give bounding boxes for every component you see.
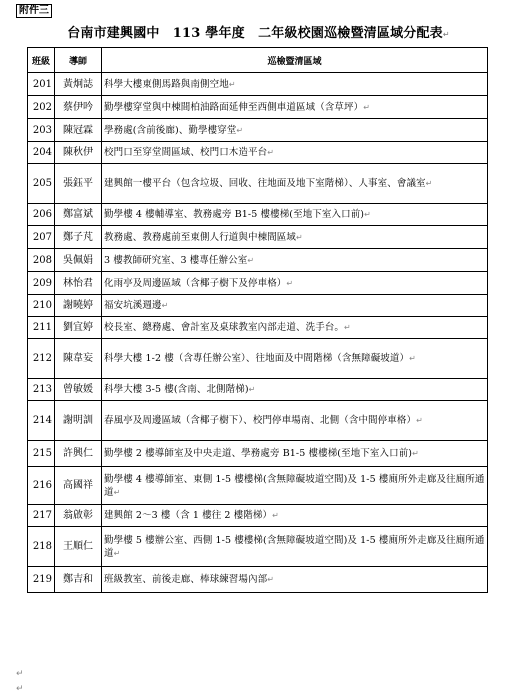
teacher-cell xyxy=(55,272,102,295)
teacher-cell-text: 林怡君 xyxy=(63,277,93,289)
class-cell xyxy=(28,249,55,272)
paragraph-mark-icon: ↵ xyxy=(272,511,279,520)
teacher-cell xyxy=(55,317,102,339)
teacher-cell-text: 許興仁 xyxy=(63,448,93,459)
class-cell-text: 202 xyxy=(32,101,52,113)
area-cell-text: 建興館一樓平台（包含垃圾、回收、往地面及地下室階梯）、人事室、會議室 xyxy=(104,178,426,189)
area-cell xyxy=(102,317,488,339)
class-cell-text: 210 xyxy=(32,300,52,311)
teacher-cell xyxy=(55,164,102,204)
teacher-cell-text: 鄭吉和 xyxy=(63,574,93,585)
table-row xyxy=(28,119,488,142)
area-cell xyxy=(102,73,488,96)
teacher-cell xyxy=(55,119,102,142)
area-cell xyxy=(102,527,488,567)
paragraph-mark-icon: ↵ xyxy=(416,416,423,425)
paragraph-mark-icon: ↵ xyxy=(286,278,294,288)
area-cell xyxy=(102,226,488,249)
class-cell xyxy=(28,226,55,249)
teacher-cell xyxy=(55,226,102,249)
teacher-cell-text: 吳佩娟 xyxy=(63,254,93,266)
teacher-cell xyxy=(55,339,102,379)
area-cell xyxy=(102,142,488,164)
teacher-cell-text: 蔡伊吟 xyxy=(63,101,93,113)
class-cell xyxy=(28,505,55,527)
header-class: 班級 xyxy=(28,48,55,73)
paragraph-mark-icon: ↵ xyxy=(364,210,371,219)
table-row xyxy=(28,96,488,119)
class-cell-text: 211 xyxy=(32,322,52,333)
teacher-cell-text: 陳冠霖 xyxy=(63,124,93,136)
class-cell xyxy=(28,401,55,441)
class-cell xyxy=(28,73,55,96)
area-cell xyxy=(102,339,488,379)
teacher-cell-text: 謝曉婷 xyxy=(63,300,93,311)
teacher-cell xyxy=(55,73,102,96)
class-cell-text: 206 xyxy=(32,209,52,220)
paragraph-mark-icon: ↵ xyxy=(363,102,371,112)
class-cell xyxy=(28,119,55,142)
area-cell-text: 勤學樓 4 樓輔導室、教務處旁 B1-5 樓樓梯(至地下室入口前) xyxy=(104,209,365,220)
table-row xyxy=(28,567,488,593)
area-cell-text: 3 樓教師研究室、3 樓專任辦公室 xyxy=(104,254,248,266)
table-row xyxy=(28,379,488,401)
class-cell xyxy=(28,295,55,317)
teacher-cell xyxy=(55,441,102,467)
class-cell-text: 217 xyxy=(32,510,52,521)
teacher-cell xyxy=(55,204,102,226)
page-title xyxy=(0,22,517,41)
area-cell xyxy=(102,401,488,441)
paragraph-mark-icon: ↵ xyxy=(248,385,256,394)
area-cell-text: 勤學樓 4 樓導師室、東側 1-5 樓樓梯(含無障礙坡道空間)及 1-5 樓廁所外走廊及往廁所通道 xyxy=(104,473,485,498)
class-cell xyxy=(28,164,55,204)
area-cell xyxy=(102,272,488,295)
teacher-cell-text: 曾敏媛 xyxy=(63,384,93,395)
attachment-tag: 附件三 xyxy=(16,4,52,18)
teacher-cell-text: 劉宜婷 xyxy=(63,322,93,333)
class-cell-text: 216 xyxy=(32,480,52,491)
assignment-table xyxy=(27,47,488,593)
table-row xyxy=(28,295,488,317)
class-cell xyxy=(28,379,55,401)
paragraph-mark-icon: ↵ xyxy=(228,79,236,89)
area-cell-text: 科學大樓東側馬路與南側空地 xyxy=(104,78,229,90)
class-cell xyxy=(28,204,55,226)
teacher-cell-text: 謝明訓 xyxy=(63,415,93,426)
teacher-cell xyxy=(55,96,102,119)
teacher-cell-text: 翁啟彰 xyxy=(63,510,93,521)
table-header-row xyxy=(28,48,488,73)
table-row xyxy=(28,527,488,567)
table-row xyxy=(28,249,488,272)
area-cell xyxy=(102,467,488,505)
area-cell-text: 建興館 2～3 樓（含 1 樓往 2 樓階梯） xyxy=(104,510,273,521)
teacher-cell xyxy=(55,527,102,567)
table-row xyxy=(28,339,488,379)
class-cell xyxy=(28,339,55,379)
class-cell-text: 219 xyxy=(32,574,52,585)
header-area: 巡檢暨清區域 xyxy=(102,48,488,73)
paragraph-mark-icon: ↵ xyxy=(296,232,303,242)
area-cell-text: 教務處、教務處前至東側人行道與中棟間區域 xyxy=(104,231,297,243)
table-row xyxy=(28,467,488,505)
area-cell-text: 校門口至穿堂間區域、校門口木造平台 xyxy=(104,147,268,158)
paragraph-mark-icon: ↵ xyxy=(236,125,244,135)
table-row xyxy=(28,272,488,295)
class-cell xyxy=(28,272,55,295)
class-cell-text: 218 xyxy=(32,541,52,552)
teacher-cell xyxy=(55,142,102,164)
paragraph-mark-icon: ↵ xyxy=(267,575,275,584)
paragraph-mark-icon: ↵ xyxy=(412,449,419,458)
paragraph-mark-icon: ↵ xyxy=(247,255,255,265)
class-cell-text: 215 xyxy=(32,448,52,459)
class-cell xyxy=(28,441,55,467)
table-row xyxy=(28,441,488,467)
area-cell xyxy=(102,441,488,467)
class-cell-text: 208 xyxy=(32,254,52,266)
class-cell xyxy=(28,567,55,593)
table-row xyxy=(28,164,488,204)
paragraph-mark-icon: ↵ xyxy=(16,684,24,694)
paragraph-mark-icon: ↵ xyxy=(267,148,275,157)
teacher-cell xyxy=(55,295,102,317)
teacher-cell-text: 王順仁 xyxy=(63,541,93,552)
class-cell-text: 212 xyxy=(32,353,52,364)
class-cell-text: 209 xyxy=(32,277,52,289)
class-cell xyxy=(28,96,55,119)
area-cell xyxy=(102,249,488,272)
area-cell xyxy=(102,119,488,142)
teacher-cell-text: 張鈺平 xyxy=(63,178,93,189)
area-cell xyxy=(102,96,488,119)
area-cell-text: 班級教室、前後走廊、棒球練習場內部 xyxy=(104,574,268,585)
table-row xyxy=(28,204,488,226)
class-cell-text: 201 xyxy=(32,78,52,90)
paragraph-mark-icon: ↵ xyxy=(409,354,416,363)
class-cell-text: 203 xyxy=(32,124,52,136)
area-cell-text: 勤學樓 2 樓導師室及中央走道、學務處旁 B1-5 樓樓梯(至地下室入口前) xyxy=(104,448,413,459)
teacher-cell-text: 鄭富斌 xyxy=(63,209,93,220)
class-cell xyxy=(28,527,55,567)
paragraph-mark-icon: ↵ xyxy=(442,30,450,39)
paragraph-mark-icon: ↵ xyxy=(161,301,169,310)
teacher-cell-text: 高國祥 xyxy=(63,480,93,491)
teacher-cell xyxy=(55,249,102,272)
paragraph-mark-icon: ↵ xyxy=(344,323,351,332)
header-teacher: 導師 xyxy=(55,48,102,73)
area-cell xyxy=(102,295,488,317)
area-cell-text: 春風亭及周邊區域（含椰子樹下）、校門停車場南、北側（含中間停車格） xyxy=(104,415,417,426)
area-cell xyxy=(102,379,488,401)
area-cell-text: 校長室、總務處、會計室及桌球教室內部走道、洗手台。 xyxy=(104,322,345,333)
class-cell xyxy=(28,317,55,339)
table-row xyxy=(28,401,488,441)
teacher-cell-text: 黃炯誌 xyxy=(63,78,93,90)
table-row xyxy=(28,142,488,164)
class-cell-text: 207 xyxy=(32,231,52,243)
teacher-cell xyxy=(55,467,102,505)
area-cell-text: 勤學樓 5 樓辦公室、西側 1-5 樓樓梯(含無障礙坡道空間)及 1-5 樓廁所外走廊及往廁所通道 xyxy=(104,534,485,559)
area-cell-text: 勤學樓穿堂與中棟間柏油路面延伸至西側車道區域（含草坪） xyxy=(104,101,364,113)
teacher-cell-text: 陳秋伊 xyxy=(63,147,93,158)
area-cell-text: 學務處(含前後廊)、勤學樓穿堂 xyxy=(104,124,237,136)
teacher-cell xyxy=(55,379,102,401)
table-row xyxy=(28,505,488,527)
area-cell xyxy=(102,204,488,226)
area-cell-text: 科學大樓 1-2 樓（含專任辦公室）、往地面及中間階梯（含無障礙坡道） xyxy=(104,353,410,364)
class-cell-text: 205 xyxy=(32,178,52,189)
teacher-cell-text: 鄭子芃 xyxy=(63,231,93,243)
area-cell xyxy=(102,567,488,593)
table-body xyxy=(28,73,488,593)
class-cell-text: 204 xyxy=(32,147,52,158)
table-row xyxy=(28,73,488,96)
area-cell-text: 科學大樓 3-5 樓(含南、北側階梯) xyxy=(104,384,249,395)
title-text: 台南市建興國中 113 學年度 二年級校園巡檢暨清區域分配表 xyxy=(67,26,443,41)
teacher-cell xyxy=(55,505,102,527)
teacher-cell xyxy=(55,567,102,593)
teacher-cell xyxy=(55,401,102,441)
class-cell-text: 213 xyxy=(32,384,52,395)
class-cell xyxy=(28,467,55,505)
paragraph-mark-icon: ↵ xyxy=(113,548,121,558)
area-cell-text: 化雨亭及周邊區域（含椰子樹下及停車格） xyxy=(104,277,287,289)
class-cell-text: 214 xyxy=(32,415,52,426)
paragraph-mark-icon: ↵ xyxy=(16,669,24,679)
table-row xyxy=(28,317,488,339)
area-cell-text: 福安坑溪週邊 xyxy=(104,300,162,311)
teacher-cell-text: 陳韋妄 xyxy=(63,353,93,364)
table-row xyxy=(28,226,488,249)
class-cell xyxy=(28,142,55,164)
paragraph-mark-icon: ↵ xyxy=(113,487,121,497)
area-cell xyxy=(102,164,488,204)
paragraph-mark-icon: ↵ xyxy=(425,179,433,188)
area-cell xyxy=(102,505,488,527)
